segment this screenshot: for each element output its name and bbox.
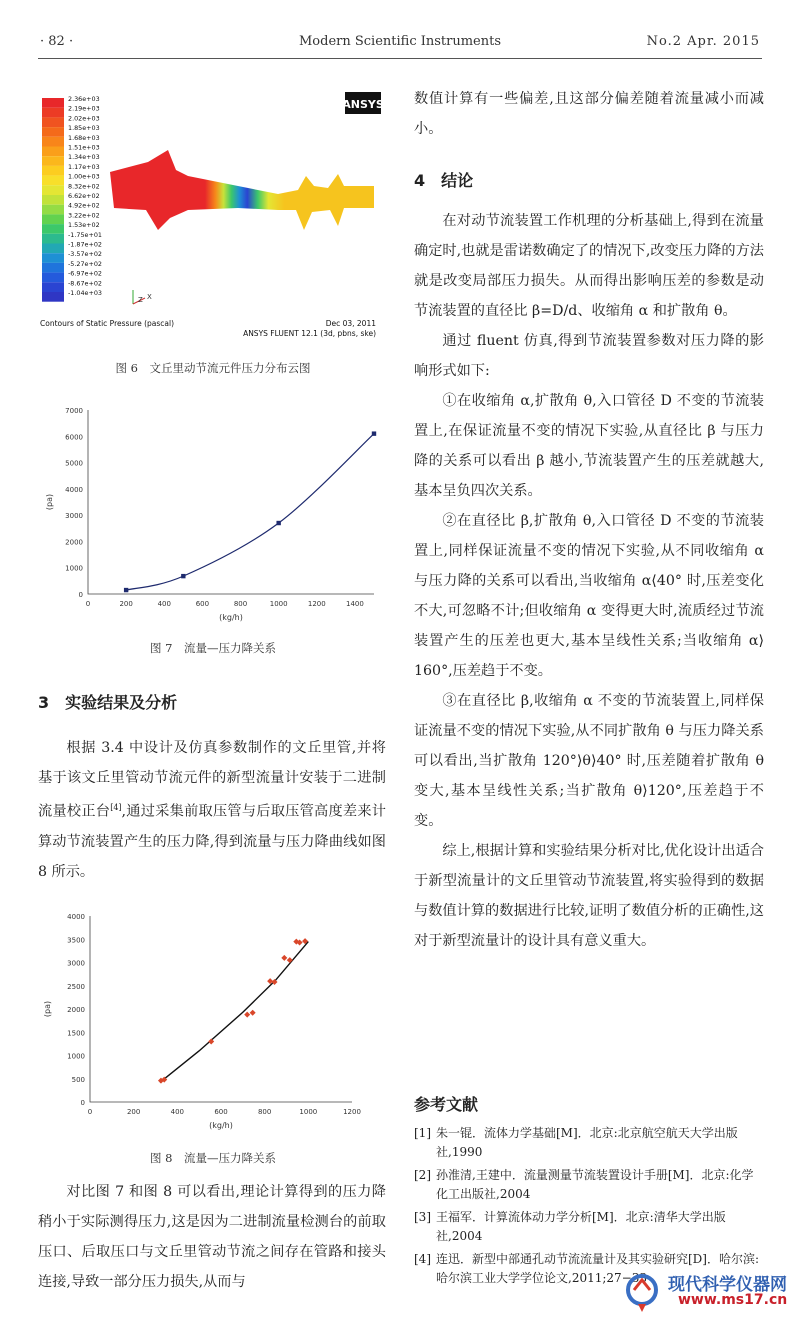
fig6-axis-x: X xyxy=(147,293,152,301)
x-tick-label: 1400 xyxy=(346,600,364,608)
fig8-data-point xyxy=(281,955,287,961)
y-tick-label: 2000 xyxy=(65,538,83,547)
conclusion-summary: 综上,根据计算和实验结果分析对比,优化设计出适合于新型流量计的文丘里管动节流装置,将实验得到的数据与数值计算的数据进行比较,证明了数值分析的正确性,这对于新型流量计的设计具有意义重大。 xyxy=(414,843,764,949)
issue-info: No.2 Apr. 2015 xyxy=(646,34,760,49)
reference-number: [4] xyxy=(414,1252,431,1266)
legend-swatch xyxy=(42,205,64,215)
watermark-name: 现代科学仪器网 xyxy=(668,1275,787,1295)
watermark-url: www.ms17.cn xyxy=(678,1292,788,1308)
legend-swatch xyxy=(42,224,64,234)
x-tick-label: 400 xyxy=(157,600,171,608)
legend-swatch xyxy=(42,137,64,147)
fig8-data-point xyxy=(250,1010,256,1016)
legend-label: 1.85e+03 xyxy=(68,124,100,133)
x-tick-label: 1000 xyxy=(269,600,288,608)
reference-text: 孙淮清,王建中．流量测量节流装置设计手册[M]．北京:化学化工出版社,2004 xyxy=(436,1168,754,1201)
y-tick-label: 3000 xyxy=(67,959,85,968)
x-tick-label: 1200 xyxy=(343,1108,361,1116)
fig6-legend-labels xyxy=(68,95,102,297)
x-tick-label: 400 xyxy=(170,1108,185,1116)
legend-label: 1.68e+03 xyxy=(68,133,100,142)
legend-swatch xyxy=(42,292,64,302)
legend-label: -1.87e+02 xyxy=(68,240,102,249)
legend-swatch xyxy=(42,273,64,283)
legend-label: 1.53e+02 xyxy=(68,221,100,230)
conclusion-item-2: ②在直径比 β,扩散角 θ,入口管径 D 不变的节流装置上,同样保证流量不变的情况下实验,从不同收缩角 α 与压力降的关系可以看出,当收缩角 α⟨40° 时,压差变化不大,可忽略不计;但收缩角 α 变得更大时,流质经过节流装置产生的压差也更大,基本呈线性关系;当收缩角 α⟩160°,压差趋于不变。 xyxy=(414,513,764,679)
reference-number: [1] xyxy=(414,1126,431,1140)
x-axis-label: (kg/h) xyxy=(219,613,243,622)
section-3-body xyxy=(38,733,386,887)
comparison-paragraph: 对比图 7 和图 8 可以看出,理论计算得到的压力降稍小于实际测得压力,这是因为二进制流量检测台的前取压口、后取压口与文丘里管动节流之间存在管路和接头连接,导致一部分压力损失,从而与 xyxy=(38,1184,386,1290)
fig7-caption: 图 7 流量—压力降关系 xyxy=(150,641,276,655)
y-tick-label: 4000 xyxy=(65,485,83,494)
conclusion-item-1: ①在收缩角 α,扩散角 θ,入口管径 D 不变的节流装置上,在保证流量不变的情况下实验,从直径比 β 与压力降的关系可以看出 β 越小,节流装置产生的压差就越大,基本呈负四次关系。 xyxy=(414,393,764,499)
legend-label: 1.51e+03 xyxy=(68,143,100,152)
fig6-contour-image xyxy=(38,90,388,348)
fig7-data-point xyxy=(276,521,280,525)
fig6-date: Dec 03, 2011 xyxy=(325,319,376,328)
fig7-data-point xyxy=(124,588,128,592)
legend-swatch xyxy=(42,214,64,224)
x-tick-label: 800 xyxy=(233,600,248,608)
legend-label: 2.36e+03 xyxy=(68,95,100,103)
reference-text: 连迅．新型中部通孔动节流流量计及其实验研究[D]．哈尔滨:哈尔滨工业大学学位论文,2011;27−33 xyxy=(436,1252,760,1285)
fig8-data-point xyxy=(208,1039,214,1045)
y-axis-label: (pa) xyxy=(43,1000,52,1018)
y-tick-label: 1000 xyxy=(67,1052,85,1061)
fig8-chart xyxy=(40,906,380,1146)
fig7-chart xyxy=(40,398,380,630)
legend-label: 8.32e+02 xyxy=(68,182,100,191)
legend-label: 2.19e+03 xyxy=(68,104,100,113)
reference-number: [2] xyxy=(414,1168,431,1182)
fig8-data-point xyxy=(287,957,293,963)
s3-para1-b: ,通过采集前取压管与后取压管高度差来计算动节流装置产生的压力降,得到流量与压力降曲线如图 8 所示。 xyxy=(38,803,386,880)
legend-label: -5.27e+02 xyxy=(68,259,102,268)
legend-label: -8.67e+02 xyxy=(68,279,102,288)
legend-swatch xyxy=(42,234,64,244)
legend-swatch xyxy=(42,282,64,292)
legend-swatch xyxy=(42,108,64,118)
fig8-caption: 图 8 流量—压力降关系 xyxy=(150,1151,276,1165)
fig7-data-point xyxy=(181,574,185,578)
x-tick-label: 200 xyxy=(119,600,133,608)
legend-label: 1.17e+03 xyxy=(68,162,100,171)
legend-swatch xyxy=(42,263,64,273)
legend-label: -1.04e+03 xyxy=(68,289,102,297)
section-4-heading: 4 结论 xyxy=(414,171,474,190)
s3-citation: [4] xyxy=(110,803,122,812)
reference-text: 朱一锟．流体力学基础[M]．北京:北京航空航天大学出版社,1990 xyxy=(436,1126,738,1159)
legend-swatch xyxy=(42,244,64,254)
watermark-logo-icon xyxy=(620,1270,664,1312)
y-tick-label: 1500 xyxy=(67,1029,85,1038)
legend-swatch xyxy=(42,117,64,127)
legend-label: 2.02e+03 xyxy=(68,114,100,123)
legend-label: 3.22e+02 xyxy=(68,211,100,220)
y-tick-label: 5000 xyxy=(65,459,83,468)
y-tick-label: 3000 xyxy=(65,512,83,521)
fig6-bottom-left-text: Contours of Static Pressure (pascal) xyxy=(40,319,175,328)
x-tick-label: 1000 xyxy=(299,1108,318,1116)
y-tick-label: 7000 xyxy=(65,407,83,415)
conclusion-para-1: 在对动节流装置工作机理的分析基础上,得到在流量确定时,也就是雷诺数确定了的情况下,改变压力降的方法就是改变局部压力损失。从而得出影响压差的参数是动节流装置的直径比 β=D/d、收缩角 α 和扩散角 θ。 xyxy=(414,213,764,319)
fig8-trend-line xyxy=(160,942,308,1083)
y-tick-label: 2500 xyxy=(67,982,85,991)
reference-item xyxy=(414,1208,764,1246)
y-axis-label: (pa) xyxy=(45,493,54,511)
legend-swatch xyxy=(42,253,64,263)
x-tick-label: 0 xyxy=(87,1108,93,1116)
y-tick-label: 2000 xyxy=(67,1006,85,1014)
y-tick-label: 6000 xyxy=(65,433,83,442)
y-tick-label: 0 xyxy=(80,1099,85,1107)
x-tick-label: 0 xyxy=(85,600,91,608)
figure-6 xyxy=(38,90,388,348)
fig8-data-point xyxy=(244,1012,250,1018)
legend-label: 1.00e+03 xyxy=(68,172,100,181)
x-axis-label: (kg/h) xyxy=(209,1121,233,1130)
legend-label: -3.57e+02 xyxy=(68,250,102,259)
header-rule xyxy=(38,58,762,59)
y-tick-label: 500 xyxy=(71,1075,85,1084)
legend-swatch xyxy=(42,147,64,157)
legend-swatch xyxy=(42,176,64,186)
y-tick-label: 1000 xyxy=(65,564,83,573)
right-column xyxy=(414,84,764,956)
fig6-solver: ANSYS FLUENT 12.1 (3d, pbns, ske) xyxy=(243,329,376,338)
fig6-axis-z: Z xyxy=(138,296,143,304)
legend-swatch xyxy=(42,166,64,176)
legend-swatch xyxy=(42,185,64,195)
legend-swatch xyxy=(42,127,64,137)
fig6-axis-triad xyxy=(133,290,152,304)
fig7-data-point xyxy=(372,431,376,435)
page-number: · 82 · xyxy=(40,34,74,49)
s3-para1-a: 根据 3.4 中设计及仿真参数制作的文丘里管,并将基于该文丘里管动节流元件的新型流量计安装于二进制流量校正台 xyxy=(38,740,386,820)
fig6-caption: 图 6 文丘里动节流元件压力分布云图 xyxy=(115,361,311,375)
fig6-venturi-pipe xyxy=(110,150,374,230)
journal-name: Modern Scientific Instruments xyxy=(298,34,502,49)
legend-label: 6.62e+02 xyxy=(68,192,100,200)
reference-item xyxy=(414,1166,764,1204)
y-tick-label: 4000 xyxy=(67,913,85,921)
chart-axes xyxy=(90,916,352,1102)
x-tick-label: 1200 xyxy=(307,600,326,608)
continued-paragraph: 数值计算有一些偏差,且这部分偏差随着流量减小而减小。 xyxy=(414,91,764,137)
fig6-logo-text: ANSYS xyxy=(342,98,384,111)
watermark xyxy=(620,1268,790,1314)
reference-text: 王福军．计算流体动力学分析[M]．北京:清华大学出版社,2004 xyxy=(436,1210,726,1243)
chart-axes xyxy=(88,410,374,594)
legend-swatch xyxy=(42,156,64,166)
x-tick-label: 800 xyxy=(257,1108,272,1116)
conclusion-item-3: ③在直径比 β,收缩角 α 不变的节流装置上,同样保证流量不变的情况下实验,从不同扩散角 θ 与压力降关系可以看出,当扩散角 120°⟩θ⟩40° 时,压差随着扩散角 θ 变大,基本呈线性关系;当扩散角 θ⟩120°,压差趋于不变。 xyxy=(414,693,764,829)
legend-swatch xyxy=(42,98,64,108)
legend-label: -1.75e+01 xyxy=(68,230,102,239)
reference-item xyxy=(414,1124,764,1162)
conclusion-para-2: 通过 fluent 仿真,得到节流装置参数对压力降的影响形式如下: xyxy=(414,333,764,379)
fig7-series-line xyxy=(126,434,374,590)
y-tick-label: 3500 xyxy=(67,936,85,945)
y-tick-label: 0 xyxy=(78,591,83,599)
left-closing-paragraph xyxy=(38,1177,386,1297)
x-tick-label: 600 xyxy=(214,1108,228,1116)
legend-label: 4.92e+02 xyxy=(68,201,100,210)
references-heading: 参考文献 xyxy=(414,1095,479,1114)
section-3-heading: 3 实验结果及分析 xyxy=(38,693,178,712)
references-list xyxy=(414,1124,764,1292)
legend-label: -6.97e+02 xyxy=(68,269,102,278)
reference-number: [3] xyxy=(414,1210,431,1224)
x-tick-label: 200 xyxy=(126,1108,141,1116)
x-tick-label: 600 xyxy=(195,600,210,608)
fig6-legend xyxy=(42,98,64,302)
legend-swatch xyxy=(42,195,64,205)
legend-label: 1.34e+03 xyxy=(68,153,100,162)
